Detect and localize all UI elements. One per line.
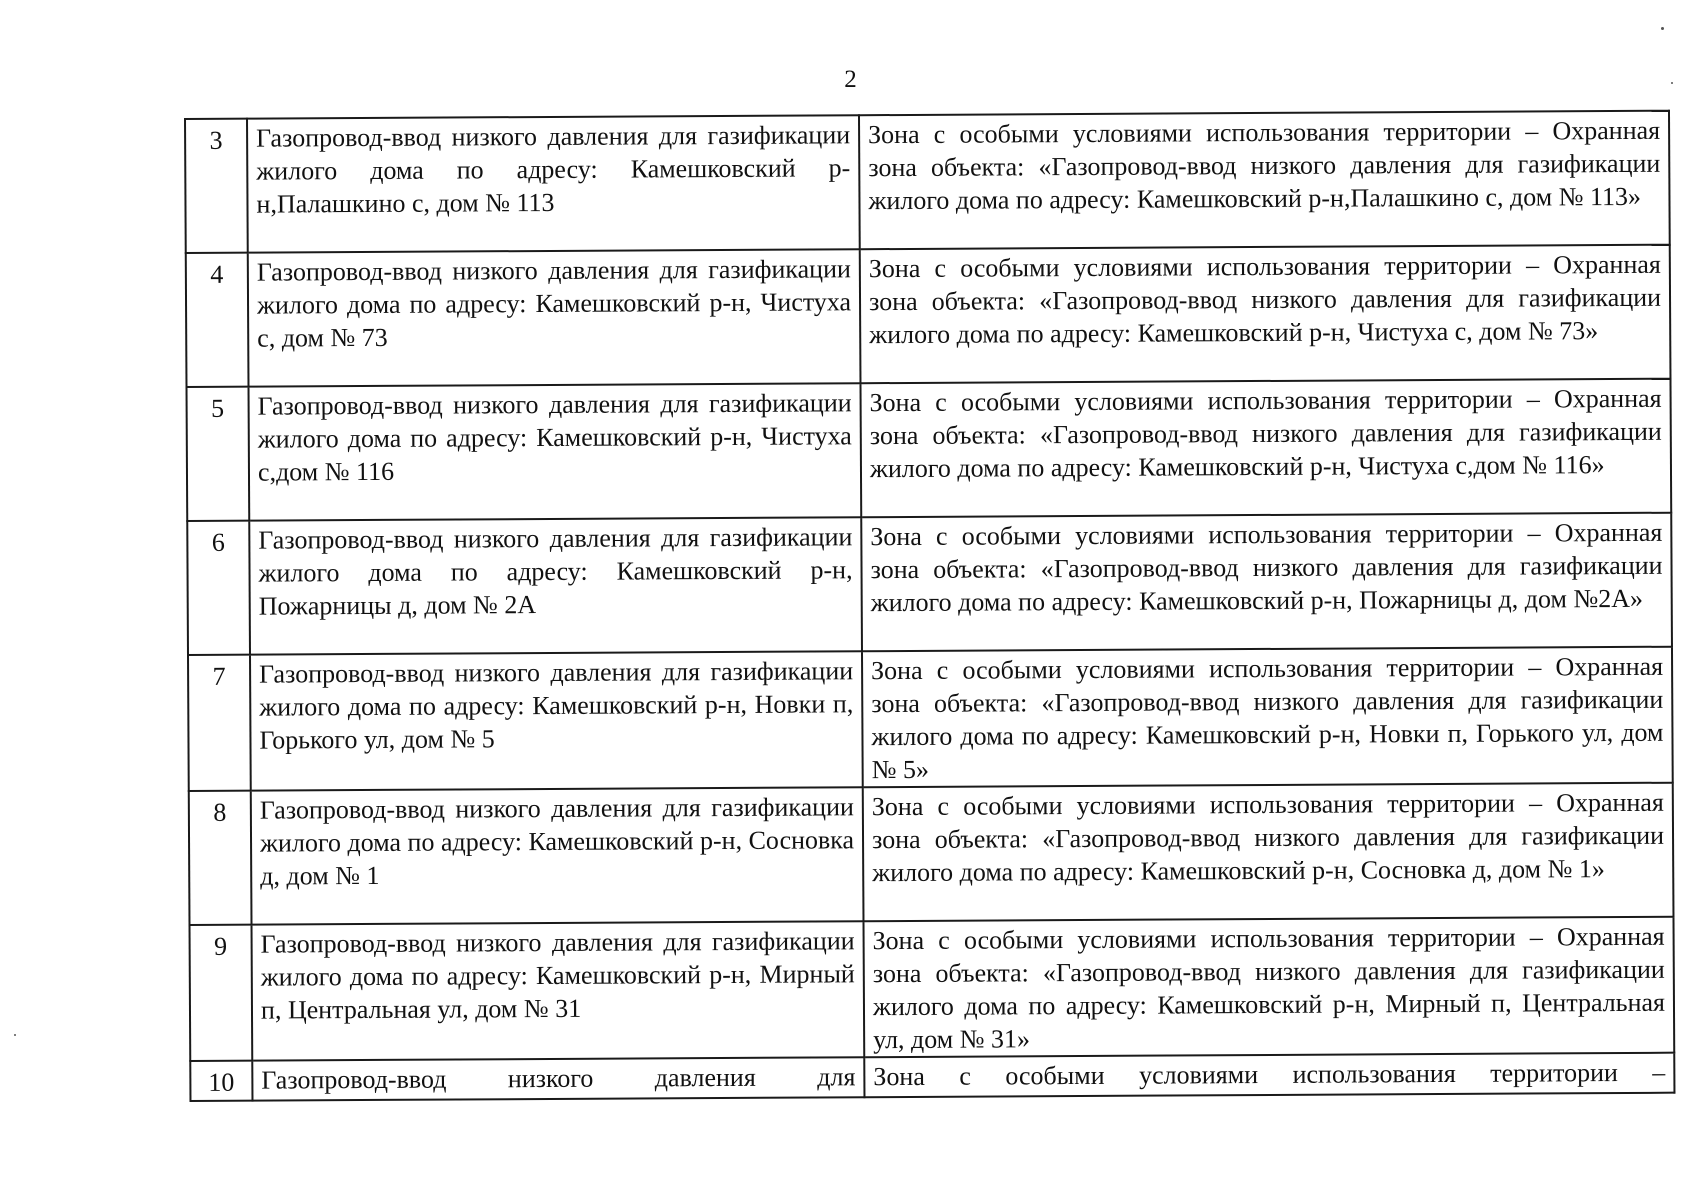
table-row <box>185 111 1670 253</box>
scan-speck <box>1671 82 1673 84</box>
table-row-partial <box>190 1053 1674 1101</box>
object-name-cell: Газопровод-ввод низкого давления для газификации жилого дома по адресу: Камешковский р-н, Чистуха с, дом № 73 <box>248 249 861 386</box>
page-number: 2 <box>844 66 857 93</box>
row-number: 10 <box>190 1061 252 1101</box>
table-row <box>186 245 1671 387</box>
row-number: 3 <box>185 119 248 253</box>
zone-description-cell: Зона с особыми условиями использования территории – Охранная зона объекта: «Газопровод-ввод низкого давления для газификации жилого дома по адресу: Камешковский р-н, Сосновка д, дом № 1» <box>863 783 1674 922</box>
zone-description-cell <box>864 1053 1674 1098</box>
zones-table <box>184 110 1675 1102</box>
object-name-cell: Газопровод-ввод низкого давления для газификации жилого дома по адресу: Камешковский р-н,Палашкино с, дом № 113 <box>247 115 860 252</box>
object-name-cell: Газопровод-ввод низкого давления для газификации жилого дома по адресу: Камешковский р-н, Чистуха с,дом № 116 <box>249 383 862 520</box>
object-name-cell: Газопровод-ввод низкого давления для газификации жилого дома по адресу: Камешковский р-н, Сосновка д, дом № 1 <box>251 787 864 924</box>
zone-description-cell: Зона с особыми условиями использования территории – Охранная зона объекта: «Газопровод-ввод низкого давления для газификации жилого дома по адресу: Камешковский р-н, Новки п, Горького ул, дом № 5» <box>862 647 1673 788</box>
zone-description-cell: Зона с особыми условиями использования территории – Охранная зона объекта: «Газопровод-ввод низкого давления для газификации жилого дома по адресу: Камешковский р-н, Чистуха с, дом № 73» <box>860 245 1671 384</box>
table-row <box>188 647 1673 791</box>
row-number: 4 <box>186 253 249 387</box>
object-name-cell: Газопровод-ввод низкого давления для газификации жилого дома по адресу: Камешковский р-н, Мирный п, Центральная ул, дом № 31 <box>252 921 865 1060</box>
table-row <box>190 917 1675 1061</box>
object-name-cell <box>252 1057 864 1100</box>
row-number: 6 <box>187 521 250 655</box>
table-row <box>187 513 1672 655</box>
table-row <box>187 379 1672 521</box>
row-number: 9 <box>190 925 253 1061</box>
object-name-cell: Газопровод-ввод низкого давления для газификации жилого дома по адресу: Камешковский р-н, Пожарницы д, дом № 2А <box>249 517 862 654</box>
object-name-text: Газопровод-ввод низкого давления для <box>261 1062 856 1095</box>
row-number: 8 <box>189 791 252 925</box>
row-number: 5 <box>187 387 250 521</box>
table-row <box>189 783 1674 925</box>
object-name-cell: Газопровод-ввод низкого давления для газификации жилого дома по адресу: Камешковский р-н, Новки п, Горького ул, дом № 5 <box>250 651 863 790</box>
zone-description-cell: Зона с особыми условиями использования территории – Охранная зона объекта: «Газопровод-ввод низкого давления для газификации жилого дома по адресу: Камешковский р-н, Чистуха с,дом № 116» <box>860 379 1671 518</box>
scan-speck <box>1661 27 1664 30</box>
zone-description-text: Зона с особыми условиями использования территории – <box>873 1057 1666 1092</box>
row-number: 7 <box>188 655 251 791</box>
zone-description-cell: Зона с особыми условиями использования территории – Охранная зона объекта: «Газопровод-ввод низкого давления для газификации жилого дома по адресу: Камешковский р-н, Мирный п, Центральная ул, дом № 31» <box>863 917 1674 1058</box>
zone-description-cell: Зона с особыми условиями использования территории – Охранная зона объекта: «Газопровод-ввод низкого давления для газификации жилого дома по адресу: Камешковский р-н, Пожарницы д, дом №2А» <box>861 513 1672 652</box>
scan-speck <box>14 1034 16 1036</box>
zone-description-cell: Зона с особыми условиями использования территории – Охранная зона объекта: «Газопровод-ввод низкого давления для газификации жилого дома по адресу: Камешковский р-н,Палашкино с, дом № 113» <box>859 111 1670 250</box>
